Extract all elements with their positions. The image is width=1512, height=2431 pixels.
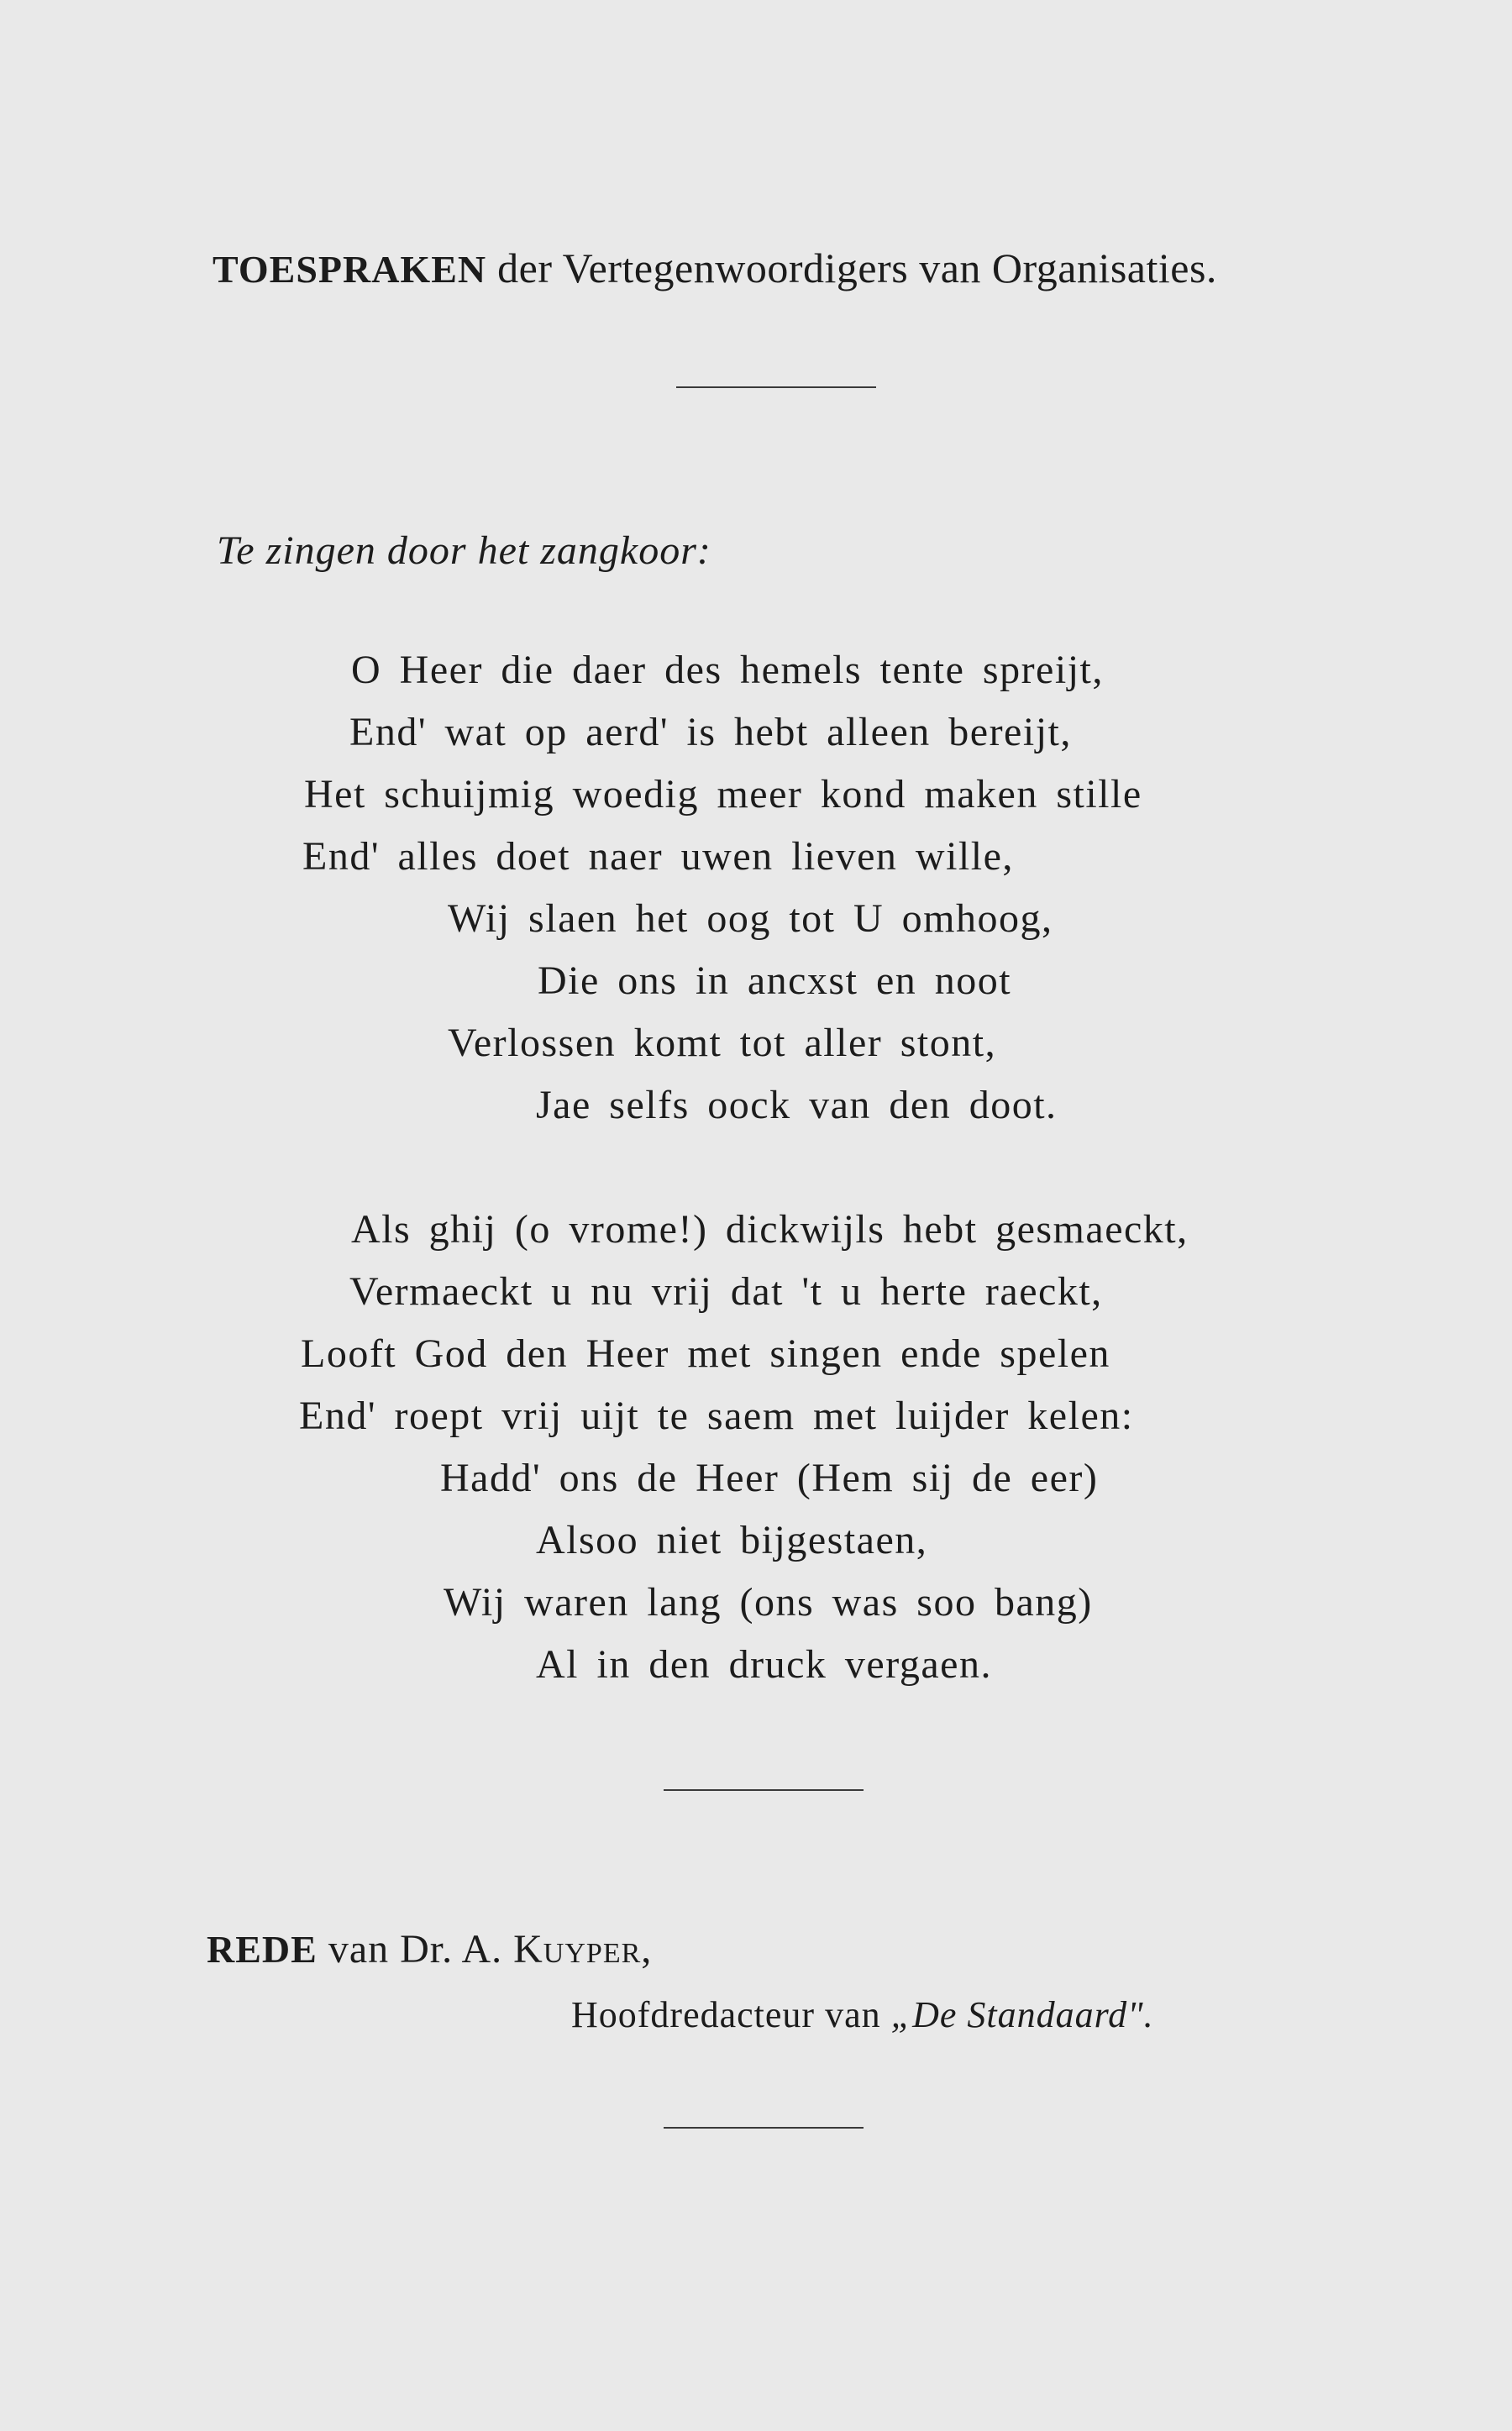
heading-rest: der Vertegenwoordigers van Organisaties. bbox=[497, 244, 1217, 291]
divider-rule-3 bbox=[664, 2127, 864, 2129]
divider-rule-2 bbox=[664, 1789, 864, 1791]
stanza-line: End' roept vrij uijt te saem met luijder kelen: bbox=[299, 1394, 1134, 1438]
divider-rule-1 bbox=[676, 386, 876, 388]
stanza-line: Jae selfs oock van den doot. bbox=[536, 1083, 1058, 1127]
speaker-bold-word: REDE bbox=[207, 1928, 318, 1971]
stanza-line: Als ghij (o vrome!) dickwijls hebt gesmaeckt, bbox=[351, 1207, 1189, 1252]
stanza-line: Looft God den Heer met singen ende spelen bbox=[301, 1331, 1110, 1376]
speaker-role bbox=[571, 1993, 1154, 2036]
stanza-line: Hadd' ons de Heer (Hem sij de eer) bbox=[440, 1456, 1099, 1500]
stanza-line: O Heer die daer des hemels tente spreijt, bbox=[351, 648, 1104, 692]
choir-instruction: Te zingen door het zangkoor: bbox=[217, 528, 711, 573]
newspaper-name: „De Standaard". bbox=[890, 1994, 1154, 2035]
stanza-line: End' alles doet naer uwen lieven wille, bbox=[302, 834, 1014, 879]
speaker-line bbox=[207, 1926, 652, 1972]
speaker-role-prefix: Hoofdredacteur van bbox=[571, 1994, 881, 2035]
stanza-line: Vermaeckt u nu vrij dat 't u herte raeckt, bbox=[349, 1269, 1103, 1314]
heading-bold-word: TOESPRAKEN bbox=[213, 248, 487, 291]
stanza-line: Alsoo niet bijgestaen, bbox=[536, 1518, 928, 1562]
stanza-line: Die ons in ancxst en noot bbox=[538, 958, 1012, 1003]
speaker-prefix: van Dr. A. bbox=[328, 1927, 503, 1972]
stanza-line: End' wat op aerd' is hebt alleen bereijt, bbox=[349, 710, 1072, 754]
speaker-name: Kuyper, bbox=[513, 1927, 653, 1972]
stanza-line: Verlossen komt tot aller stont, bbox=[448, 1021, 997, 1065]
stanza-line: Het schuijmig woedig meer kond maken stille bbox=[304, 772, 1142, 816]
stanza-line: Wij slaen het oog tot U omhoog, bbox=[448, 896, 1053, 941]
stanza-line: Wij waren lang (ons was soo bang) bbox=[444, 1580, 1093, 1625]
stanza-line: Al in den druck vergaen. bbox=[536, 1642, 992, 1687]
section-heading bbox=[213, 244, 1217, 292]
